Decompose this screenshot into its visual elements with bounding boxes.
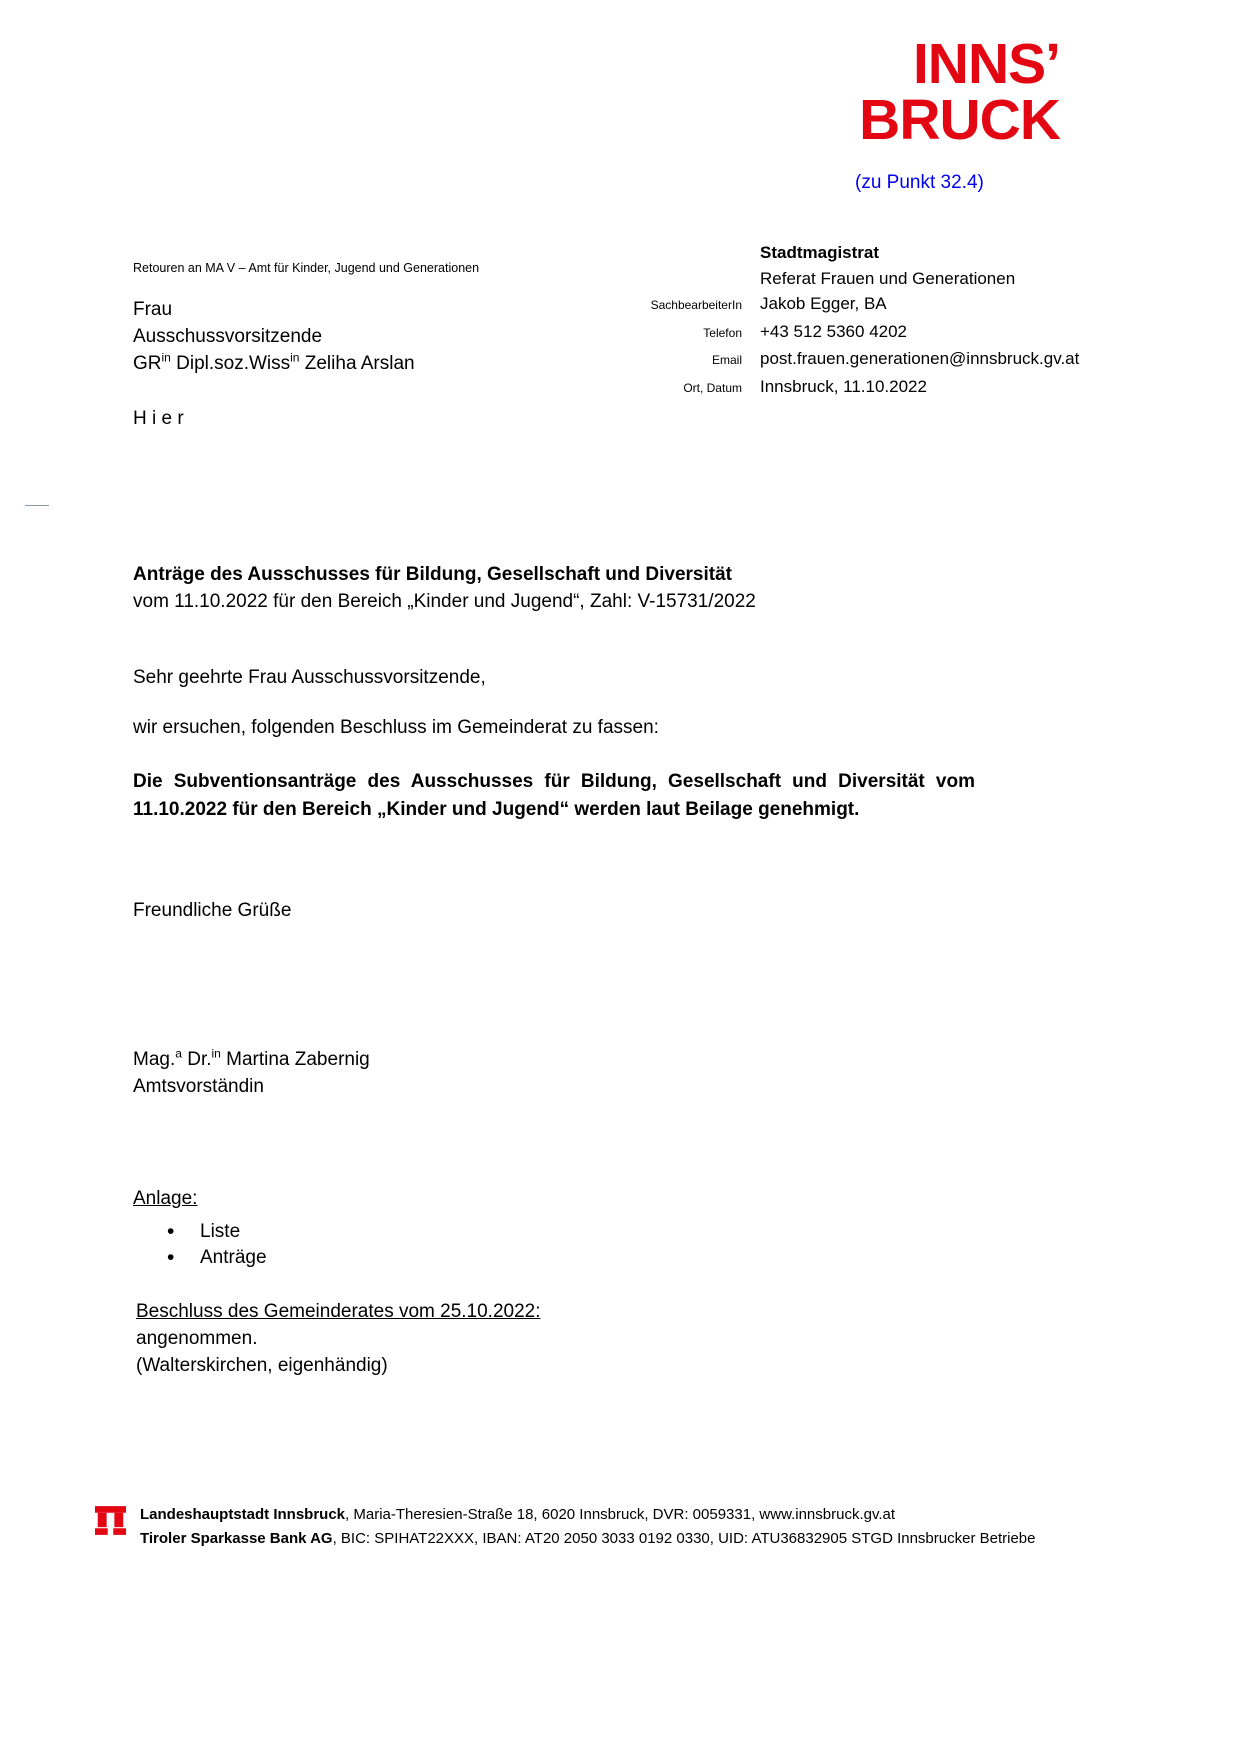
salutation: Sehr geehrte Frau Ausschussvorsitzende, [133, 667, 486, 688]
footer-line-2: Tiroler Sparkasse Bank AG, BIC: SPIHAT22XXX, IBAN: AT20 2050 3033 0192 0330, UID: ATU36832905 STGD Innsbrucker Betriebe [140, 1530, 1036, 1547]
recipient-line: Ausschussvorsitzende [133, 326, 323, 347]
return-address-line: Retouren an MA V – Amt für Kinder, Jugend und Generationen [133, 261, 480, 275]
signature-name: Mag.$^a$ Dr.$^{in}$ Martina Zabernig [133, 1046, 370, 1070]
resolution-block [136, 1298, 541, 1379]
signature-title: Amtsvorständin [133, 1076, 264, 1097]
attachments-list [133, 1219, 267, 1271]
sender-organisation: Stadtmagistrat [760, 243, 880, 262]
recipient-address [133, 296, 415, 432]
subject-line-2: vom 11.10.2022 für den Bereich „Kinder und Jugend“, Zahl: V-15731/2022 [133, 591, 756, 612]
resolution-heading: Beschluss des Gemeinderates vom 25.10.2022: [136, 1301, 541, 1322]
info-label-sachbearbeiter: SachbearbeiterIn [650, 298, 742, 312]
attachments-block [133, 1188, 267, 1271]
footer-text [140, 1503, 1035, 1551]
info-value-telefon: +43 512 5360 4202 [760, 321, 908, 341]
resolution-status: angenommen. [136, 1328, 258, 1349]
info-label-telefon: Telefon [703, 325, 742, 340]
logo-line-2: BRUCK [859, 88, 1060, 153]
sender-info-block [634, 240, 1134, 401]
info-label-ort-datum: Ort, Datum [683, 380, 742, 395]
info-value-email: post.frauen.generationen@innsbruck.gv.at [760, 349, 1080, 368]
innsbruck-crest-icon [95, 1506, 126, 1535]
info-label-email: Email [711, 353, 742, 367]
attachment-item: • Anträge [133, 1245, 267, 1271]
attachment-item: • Liste [133, 1219, 267, 1245]
info-value-ort-datum: Innsbruck, 11.10.2022 [760, 376, 927, 396]
fold-mark [25, 505, 49, 506]
resolution-signer: (Walterskirchen, eigenhändig) [136, 1355, 388, 1376]
closing-line: Freundliche Grüße [133, 900, 292, 921]
recipient-city-line: H i e r [133, 408, 184, 429]
logo-line-1: INNS’ [912, 32, 1060, 96]
info-value-sachbearbeiter: Jakob Egger, BA [760, 294, 887, 313]
request-line: wir ersuchen, folgenden Beschluss im Gemeinderat zu fassen: [133, 717, 659, 738]
recipient-line: Frau [133, 299, 173, 320]
footer-line-1: Landeshauptstadt Innsbruck, Maria-Theresien-Straße 18, 6020 Innsbruck, DVR: 0059331, www.innsbruck.gv.at [140, 1506, 896, 1523]
recipient-line: $GR^{in}$ Dipl.soz.Wiss$^{in}$ Zeliha Arslan [133, 350, 415, 374]
signature-block [133, 1046, 370, 1100]
page-footer [95, 1503, 1035, 1551]
innsbruck-logo [859, 32, 1060, 153]
subject-line-1: Anträge des Ausschusses für Bildung, Gesellschaft und Diversität [133, 564, 733, 585]
attachments-heading: Anlage: [133, 1188, 198, 1209]
agenda-point-reference: (zu Punkt 32.4) [855, 172, 984, 193]
sender-department: Referat Frauen und Generationen [760, 268, 1016, 288]
decision-paragraph: Die Subventionsanträge des Ausschusses für Bildung, Gesellschaft und Diversität vom 11.10.2022 für den Bereich „Kinder und Jugend“ werden laut Beilage genehmigt. [133, 771, 975, 820]
subject-block [133, 561, 756, 615]
